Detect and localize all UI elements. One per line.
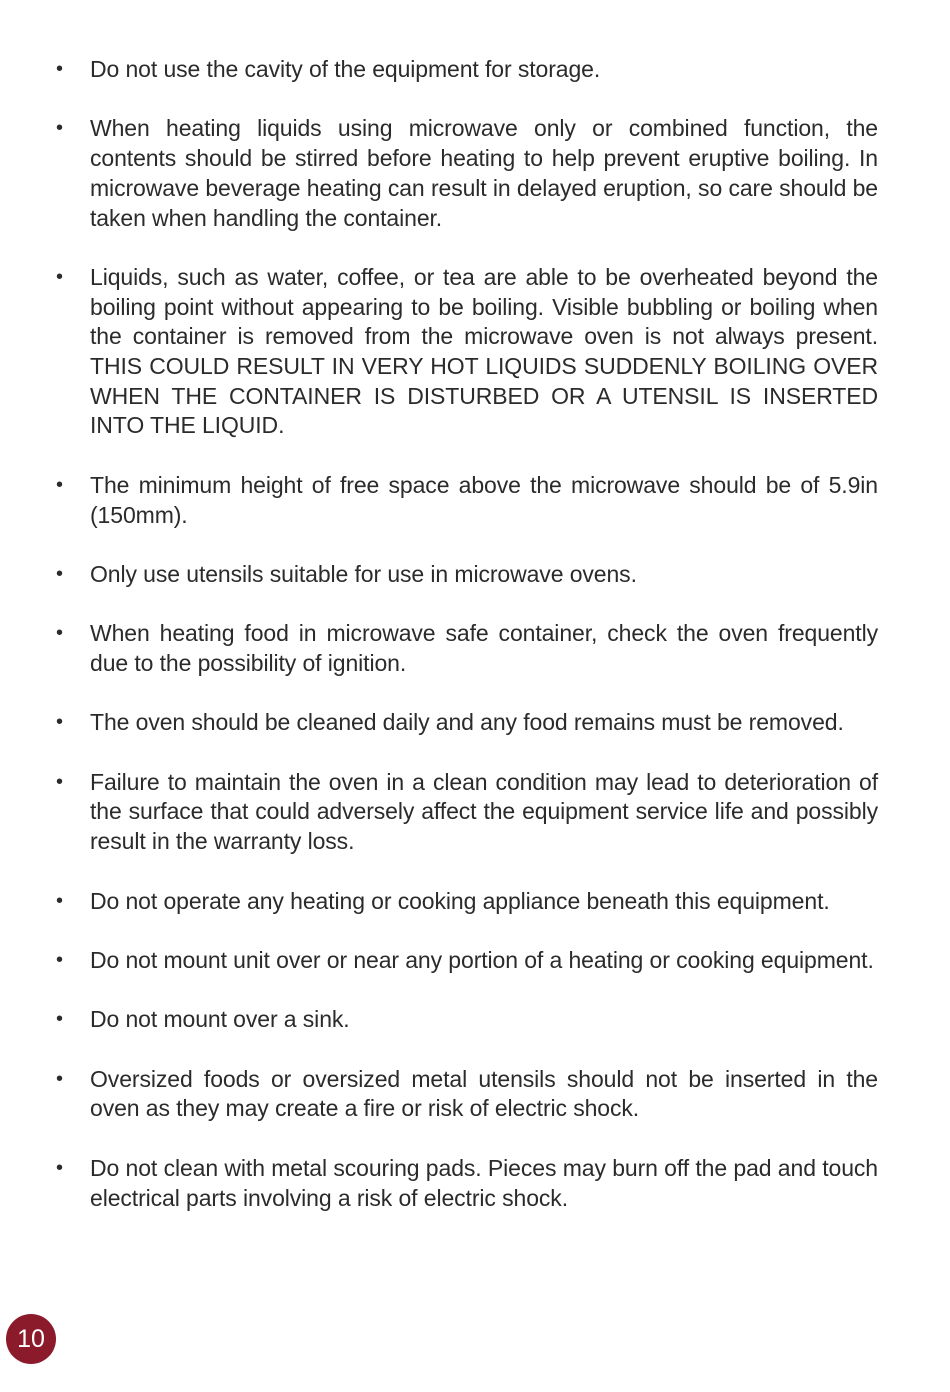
bullet-icon: • (56, 473, 63, 496)
list-item (56, 114, 878, 233)
list-item (56, 263, 878, 441)
list-item-text: The minimum height of free space above the microwave should be of 5.9in (150mm). (90, 471, 878, 528)
list-item-text: When heating liquids using microwave only or combined function, the contents should be stirred before heating to help prevent eruptive boiling. In microwave beverage heating can result in delayed eruption, so care should be taken when handling the container. (90, 115, 878, 231)
list-item (56, 946, 878, 976)
list-item (56, 708, 878, 738)
list-item-text: Do not mount unit over or near any portion of a heating or cooking equipment. (90, 946, 874, 973)
bullet-icon: • (56, 622, 63, 645)
bullet-icon: • (56, 1156, 63, 1179)
list-item (56, 1065, 878, 1124)
bullet-icon: • (56, 1067, 63, 1090)
list-item (56, 471, 878, 530)
bullet-icon: • (56, 265, 63, 288)
list-item (56, 768, 878, 857)
list-item (56, 560, 878, 590)
list-item (56, 1005, 878, 1035)
bullet-icon: • (56, 58, 63, 80)
list-item (56, 619, 878, 678)
list-item-text: Oversized foods or oversized metal utensils should not be inserted in the oven as they may create a fire or risk of electric shock. (90, 1065, 878, 1122)
bullet-icon: • (56, 770, 63, 793)
list-item (56, 887, 878, 917)
list-item-text: Do not operate any heating or cooking appliance beneath this equipment. (90, 887, 830, 914)
list-item (56, 1154, 878, 1213)
list-item-text: When heating food in microwave safe container, check the oven frequently due to the possibility of ignition. (90, 620, 878, 676)
bullet-icon: • (56, 889, 63, 912)
list-item-text: Liquids, such as water, coffee, or tea are able to be overheated beyond the boiling point without appearing to be boiling. Visible bubbling or boiling when the container is removed from the microwave oven is not always present. THIS COULD RESULT IN VERY HOT LIQUIDS SUDDENLY BOILING OVER WHEN THE CONTAINER IS DISTURBED OR A UTENSIL IS INSERTED INTO THE LIQUID. (90, 263, 878, 439)
list-item (56, 55, 878, 85)
bullet-icon: • (56, 948, 63, 971)
page-number-badge: 10 (6, 1314, 56, 1364)
list-item-text: Only use utensils suitable for use in microwave ovens. (90, 560, 637, 587)
list-item-text: Do not clean with metal scouring pads. Pieces may burn off the pad and touch electrical parts involving a risk of electric shock. (90, 1154, 878, 1211)
safety-instructions-list (56, 55, 878, 1243)
bullet-icon: • (56, 117, 63, 140)
list-item-text: Do not mount over a sink. (90, 1006, 350, 1033)
list-item-text: Do not use the cavity of the equipment for storage. (90, 56, 601, 82)
bullet-icon: • (56, 562, 63, 585)
bullet-icon: • (56, 711, 63, 734)
list-item-text: The oven should be cleaned daily and any food remains must be removed. (90, 709, 844, 736)
bullet-icon: • (56, 1008, 63, 1031)
list-item-text: Failure to maintain the oven in a clean condition may lead to deterioration of the surface that could adversely affect the equipment service life and possibly result in the warranty loss. (90, 768, 878, 855)
